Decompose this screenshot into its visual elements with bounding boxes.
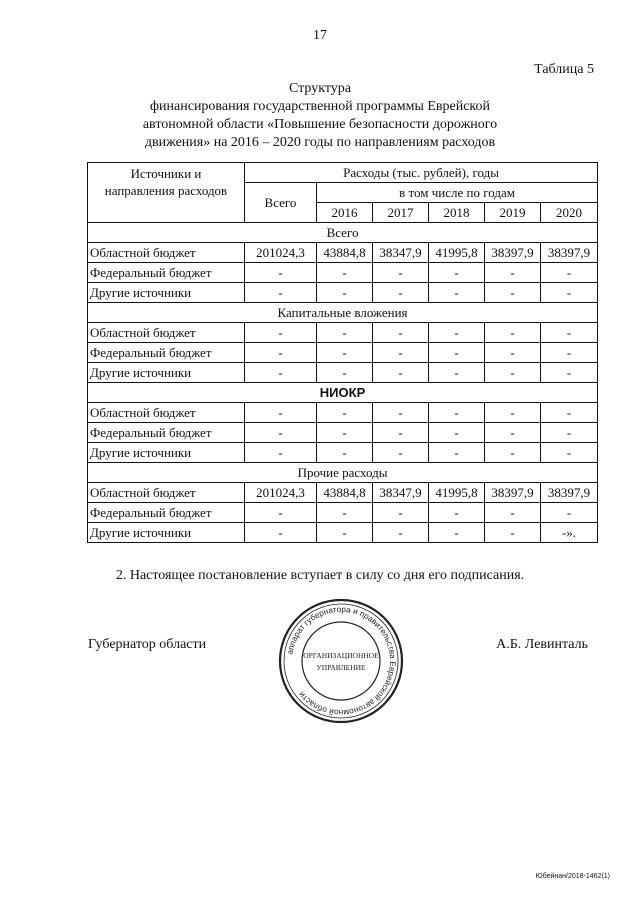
header-total: Всего (245, 183, 317, 223)
table-cell: 201024,3 (245, 483, 317, 503)
row-label: Федеральный бюджет (88, 423, 245, 443)
table-cell: - (245, 263, 317, 283)
table-cell: - (541, 343, 598, 363)
seal-center-line: ОРГАНИЗАЦИОННОЕ (303, 651, 379, 660)
table-cell: - (373, 343, 429, 363)
table-row (88, 423, 598, 443)
table-cell: - (373, 403, 429, 423)
signatory-name: А.Б. Левинталь (496, 637, 588, 652)
section-title: НИОКР (88, 383, 598, 403)
header-year: 2016 (317, 203, 373, 223)
row-label: Другие источники (88, 443, 245, 463)
table-cell: - (317, 263, 373, 283)
table-cell: - (317, 423, 373, 443)
table-cell: - (429, 323, 485, 343)
footer-code: Юбейнан/2018-1462(1) (535, 873, 610, 880)
table-row (88, 363, 598, 383)
signatory-title: Губернатор области (88, 637, 207, 652)
table-cell: - (373, 283, 429, 303)
section-title: Прочие расходы (88, 463, 598, 483)
section-row (88, 383, 598, 403)
table-row (88, 483, 598, 503)
header-year: 2020 (541, 203, 598, 223)
table-cell: - (485, 283, 541, 303)
seal-ring-textpath: аппарат губернатора и правительства Еврейской автономной области (285, 604, 398, 718)
table-cell: -». (541, 523, 598, 543)
header-by-year: в том числе по годам (317, 183, 598, 203)
table-cell: - (373, 443, 429, 463)
row-label: Федеральный бюджет (88, 343, 245, 363)
table-cell: 38397,9 (485, 243, 541, 263)
header-row (88, 163, 598, 183)
table-cell: - (373, 503, 429, 523)
table-cell: - (541, 503, 598, 523)
table-cell: - (485, 363, 541, 383)
table-cell: - (245, 523, 317, 543)
table-cell: - (541, 283, 598, 303)
table-cell: 38397,9 (541, 243, 598, 263)
seal-center-line: УПРАВЛЕНИЕ (316, 663, 366, 672)
table-cell: 41995,8 (429, 243, 485, 263)
row-label: Другие источники (88, 363, 245, 383)
table-cell: - (541, 403, 598, 423)
header-sources (88, 163, 245, 223)
table-cell: - (317, 443, 373, 463)
table-cell: - (541, 423, 598, 443)
title-line: Структура (288, 81, 352, 96)
row-label: Областной бюджет (88, 483, 245, 503)
table-cell: - (317, 323, 373, 343)
seal-outer-ring (280, 600, 402, 722)
table-row (88, 443, 598, 463)
clause-text: 2. Настоящее постановление вступает в силу со дня его подписания. (115, 568, 525, 583)
financing-table (87, 162, 598, 543)
table-row (88, 323, 598, 343)
table-cell: - (429, 503, 485, 523)
table-cell: - (245, 423, 317, 443)
table-cell: - (429, 443, 485, 463)
table-label: Таблица 5 (534, 62, 594, 77)
table-cell: - (373, 363, 429, 383)
section-title: Капитальные вложения (88, 303, 598, 323)
table-cell: 38347,9 (373, 483, 429, 503)
table-cell: - (485, 523, 541, 543)
table-cell: - (317, 403, 373, 423)
table-cell: - (541, 323, 598, 343)
table-cell: - (317, 523, 373, 543)
table-cell: - (373, 323, 429, 343)
section-row (88, 463, 598, 483)
document-title (0, 80, 640, 152)
row-label: Другие источники (88, 523, 245, 543)
table-row (88, 263, 598, 283)
seal-outer-thin-ring (284, 604, 398, 718)
row-label: Федеральный бюджет (88, 503, 245, 523)
page-number: 17 (313, 28, 327, 43)
row-label: Областной бюджет (88, 403, 245, 423)
table-cell: - (485, 503, 541, 523)
table-cell: - (245, 443, 317, 463)
header-year: 2019 (485, 203, 541, 223)
table-cell: - (485, 423, 541, 443)
table-cell: - (541, 363, 598, 383)
table-row (88, 403, 598, 423)
table-cell: - (429, 523, 485, 543)
table-cell: - (245, 363, 317, 383)
table-cell: - (317, 283, 373, 303)
row-label: Другие источники (88, 283, 245, 303)
table-cell: 41995,8 (429, 483, 485, 503)
header-expenses: Расходы (тыс. рублей), годы (245, 163, 598, 183)
table-cell: - (429, 363, 485, 383)
row-label: Федеральный бюджет (88, 263, 245, 283)
seal-inner-ring (302, 622, 380, 700)
header-year: 2017 (373, 203, 429, 223)
table-row (88, 243, 598, 263)
table-cell: 38397,9 (541, 483, 598, 503)
table-cell: - (429, 423, 485, 443)
table-cell: - (485, 323, 541, 343)
table-cell: - (373, 423, 429, 443)
title-line: автономной области «Повышение безопасности дорожного (142, 117, 498, 132)
table-cell: - (245, 403, 317, 423)
table-cell: - (317, 343, 373, 363)
table-row (88, 283, 598, 303)
table-cell: 201024,3 (245, 243, 317, 263)
row-label: Областной бюджет (88, 243, 245, 263)
table-cell: - (429, 343, 485, 363)
table-cell: - (373, 263, 429, 283)
header-sources-line: направления расходов (104, 183, 228, 198)
table-cell: 38397,9 (485, 483, 541, 503)
table-cell: - (245, 503, 317, 523)
table-row (88, 503, 598, 523)
header-year: 2018 (429, 203, 485, 223)
header-sources-line: Источники и (130, 166, 202, 181)
table-cell: - (429, 263, 485, 283)
table-cell: - (245, 343, 317, 363)
table-cell: - (485, 263, 541, 283)
table-cell: 43884,8 (317, 483, 373, 503)
table-cell: - (485, 403, 541, 423)
table-cell: - (317, 503, 373, 523)
row-label: Областной бюджет (88, 323, 245, 343)
section-row (88, 223, 598, 243)
table-cell: - (317, 363, 373, 383)
table-cell: - (245, 283, 317, 303)
table-cell: - (485, 343, 541, 363)
table-cell: - (373, 523, 429, 543)
table-cell: 38347,9 (373, 243, 429, 263)
table-row (88, 523, 598, 543)
section-title: Всего (88, 223, 598, 243)
table-cell: - (485, 443, 541, 463)
title-line: движения» на 2016 – 2020 годы по направлениям расходов (144, 135, 496, 150)
table-cell: - (245, 323, 317, 343)
table-cell: - (541, 443, 598, 463)
table-cell: - (541, 263, 598, 283)
table-cell: 43884,8 (317, 243, 373, 263)
table-row (88, 343, 598, 363)
official-seal (276, 596, 406, 726)
table-cell: - (429, 283, 485, 303)
table-cell: - (429, 403, 485, 423)
section-row (88, 303, 598, 323)
title-line: финансирования государственной программы Еврейской (149, 99, 491, 114)
